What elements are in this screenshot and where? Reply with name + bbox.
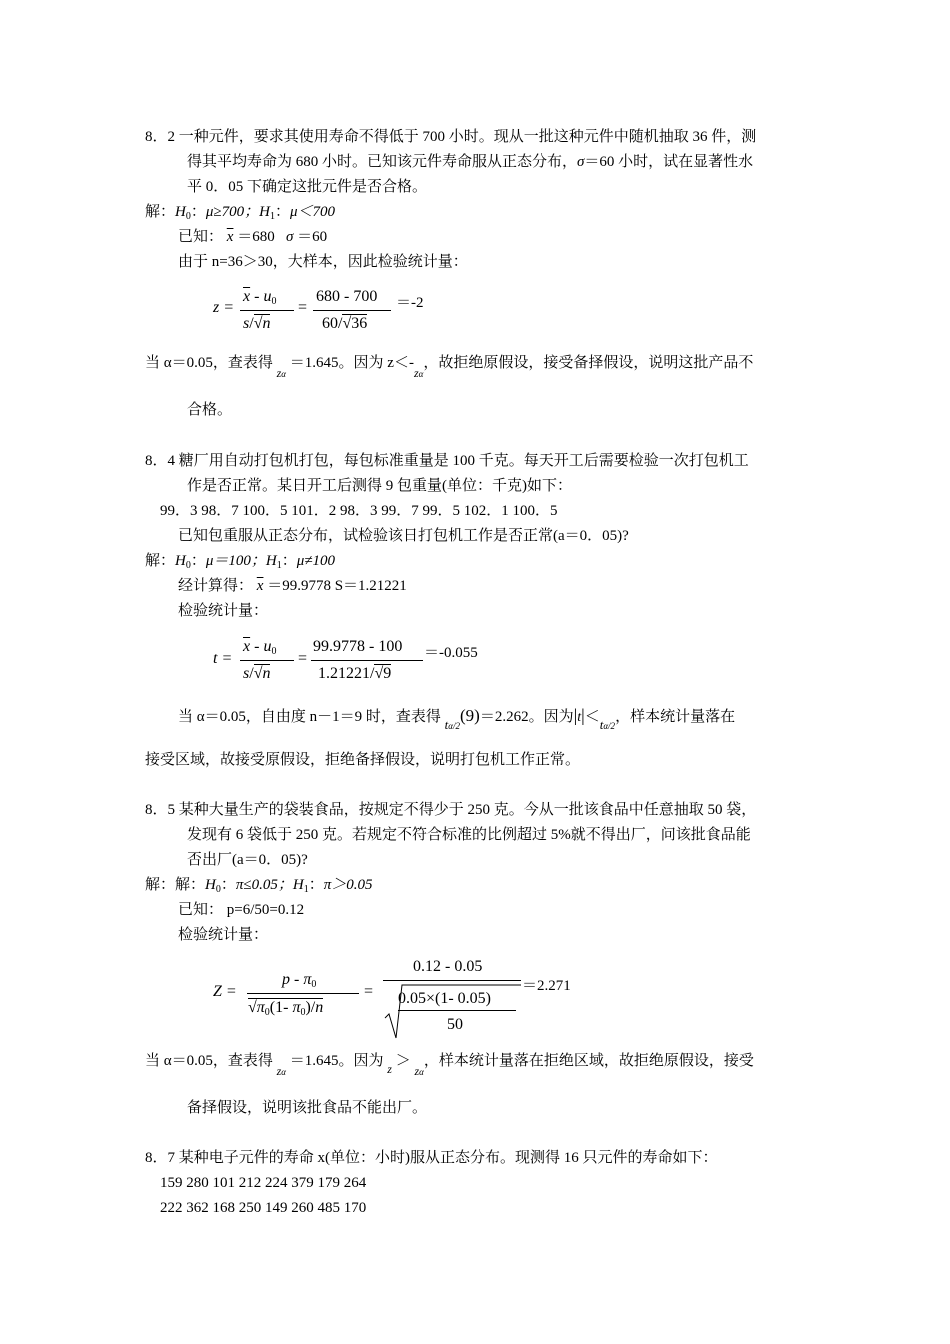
formula-8-2-den-right: 60/√36 [322, 315, 368, 332]
conclusion-text-b: ＝1.645。因为 [289, 1053, 384, 1069]
solution-8-2-large-sample: 由于 n=36＞30，大样本，因此检验统计量： [178, 254, 468, 270]
t-alpha-half-symbol: tα/2 [599, 717, 616, 732]
z-alpha-symbol: zα [413, 366, 424, 380]
equals: = [364, 983, 374, 1000]
solution-8-2-hypotheses: 解：$H_0$：μ≥700；$H_1$：μ＜700 [145, 204, 336, 222]
calc-values: ＝99.9778 S＝1.21221 [267, 578, 407, 594]
formula-8-2-num-left: $\overline{x} - u_0$ [243, 288, 277, 307]
sigma-symbol: σ [577, 154, 585, 170]
z-symbol: z = [213, 299, 235, 316]
equals: = [298, 650, 308, 667]
equals: = [298, 299, 308, 316]
abs-t: |t| [573, 705, 585, 725]
h1-symbol: $H_1$ [292, 877, 309, 895]
h0-symbol: $H_0$ [175, 204, 191, 222]
z-alpha-symbol: zα [414, 1064, 424, 1078]
formula-8-5-inner-den: 50 [447, 1016, 463, 1033]
problem-8-7-line1: 8．7 某种电子元件的寿命 x(单位：小时)服从正态分布。现测得 16 只元件的寿命如下： [145, 1150, 718, 1166]
conclusion-8-2-line2: 合格。 [187, 402, 233, 418]
conclusion-text-b: ＝2.262。因为 [479, 709, 574, 725]
xbar-symbol: $\overline{x}$ [226, 229, 234, 245]
formula-8-4-num-right: 99.9778 - 100 [313, 638, 403, 655]
z-alpha-symbol: zα [276, 1064, 287, 1078]
h1-value: μ＜700 [290, 204, 336, 220]
problem-8-5-line1: 8．5 某种大量生产的袋装食品，按规定不得少于 250 克。今从一批该食品中任意抽取 50 袋， [145, 802, 757, 818]
h1-symbol: $H_1$ [259, 204, 275, 222]
calc-label: 经计算得： [178, 578, 254, 594]
solution-label: 解： [145, 553, 176, 569]
conclusion-8-5-line2: 备择假设，说明该批食品不能出厂。 [187, 1100, 428, 1116]
solution-8-5-stat-label: 检验统计量： [178, 927, 269, 943]
conclusion-text-a: 当 α＝0.05，自由度 n－1＝9 时，查表得 [178, 709, 441, 725]
h1-value: μ≠100 [296, 553, 336, 569]
formula-8-5-num-left: p - $\pi_0$ [282, 971, 317, 990]
solution-label: 解： [145, 204, 176, 220]
problem-8-2-line1: 8．2 一种元件，要求其使用寿命不得低于 700 小时。现从一批这种元件中随机抽取 36 件，测 [145, 129, 757, 145]
problem-8-4-line1: 8．4 糖厂用自动打包机打包，每包标准重量是 100 千克。每天开工后需要检验一次打包机工 [145, 453, 749, 469]
conclusion-8-4-line1: 当 α＝0.05，自由度 n－1＝9 时，查表得 tα/2(9)＝2.262。因为|t|＜tα/2，样本统计量落在 [178, 705, 736, 732]
known-xbar: ＝680 [237, 229, 275, 245]
problem-8-7-row2: 222 362 168 250 149 260 485 170 [160, 1200, 367, 1216]
h1-value: π＞0.05 [323, 877, 373, 893]
z-alpha-symbol: zα [276, 366, 287, 380]
t-alpha-half-symbol: tα/2 [444, 717, 460, 732]
solution-8-4-hypotheses: 解：$H_0$：μ＝100；$H_1$：μ≠100 [145, 553, 336, 571]
df-value: (9) [459, 706, 480, 725]
problem-8-2-line2-text: 得其平均寿命为 680 小时。已知该元件寿命服从正态分布， [187, 154, 578, 170]
known-sigma: ＝60 [297, 229, 328, 245]
formula-8-2-den-left: s/√n [243, 315, 271, 332]
problem-8-4-line3: 已知包重服从正态分布，试检验该日打包机工作是否正常(a＝0．05)? [178, 528, 629, 544]
conclusion-8-2-line1 [145, 351, 754, 380]
formula-8-5-den-left: $√\pi_0(1-$ $\pi_0)/n$ [248, 999, 324, 1018]
conclusion-text-a: 当 α＝0.05，查表得 [145, 1053, 273, 1069]
formula-8-5-result: ＝2.271 [522, 978, 571, 994]
solution-8-5-hypotheses: 解：解：$H_0$：π≤0.05；$H_1$：π＞0.05 [145, 877, 373, 895]
conclusion-8-5-line1: 当 α＝0.05，查表得 $_{z\alpha}$ ＝1.645。因为 $_z$ ＞ $_{z\alpha}$，样本统计量落在拒绝区域，故拒绝原假设，接受 [145, 1053, 754, 1078]
formula-8-4-den-left: s/√n [243, 665, 271, 682]
formula-8-4-result: ＝-0.055 [424, 645, 478, 661]
problem-8-4-line2: 作是否正常。某日开工后测得 9 包重量(单位：千克)如下： [187, 478, 572, 494]
h0-symbol: $H_0$ [175, 553, 191, 571]
formula-8-5-inner-num: 0.05×(1- 0.05) [398, 990, 492, 1007]
problem-8-7-row1: 159 280 101 212 224 379 179 264 [160, 1175, 367, 1191]
conclusion-text-c: ，故拒绝原假设，接受备择假设，说明这批产品不 [423, 355, 754, 371]
known-label: 已知： [178, 229, 224, 245]
conclusion-8-4-line2: 接受区域，故接受原假设，拒绝备择假设，说明打包机工作正常。 [145, 752, 581, 768]
solution-label: 解：解： [145, 877, 206, 893]
formula-8-4-num-left: $\overline{x} - u_0$ [243, 638, 277, 657]
conclusion-text-c: ，样本统计量落在 [615, 709, 736, 725]
h0-value: μ＝100； [205, 553, 266, 569]
h0-value: μ≥700； [205, 204, 260, 220]
problem-8-5-line3: 否出厂(a＝0．05)? [187, 852, 308, 868]
Z-symbol: Z = [213, 983, 237, 1000]
z-symbol: z [387, 1062, 392, 1076]
sigma-symbol: σ [285, 229, 294, 245]
problem-8-2-line3: 平 0．05 下确定这批元件是否合格。 [187, 179, 428, 195]
formula-8-4-den-right: 1.21221/√9 [318, 665, 392, 682]
h1-symbol: $H_1$ [265, 553, 282, 571]
t-symbol: t = [213, 650, 233, 667]
formula-8-2-num-right: 680 - 700 [316, 288, 378, 305]
problem-8-2-line2 [187, 150, 753, 174]
conclusion-text-b: ＝1.645。因为 z＜- [289, 355, 414, 371]
problem-8-5-line2: 发现有 6 袋低于 250 克。若规定不符合标准的比例超过 5%就不得出厂，问该批食品能 [187, 827, 751, 843]
solution-8-2-known [178, 225, 327, 249]
h0-symbol: $H_0$ [205, 877, 221, 895]
formula-8-2-result: ＝-2 [396, 295, 424, 311]
formula-8-5-num-right: 0.12 - 0.05 [413, 958, 483, 975]
conclusion-text-c: ，样本统计量落在拒绝区域，故拒绝原假设，接受 [423, 1053, 754, 1069]
xbar-symbol: $\overline{x}$ [256, 578, 264, 594]
h0-value: π≤0.05； [235, 877, 293, 893]
solution-8-4-calc [178, 574, 407, 598]
problem-8-4-data: 99．3 98．7 100．5 101．2 98．3 99．7 99．5 102．1 100．5 [160, 503, 558, 519]
solution-8-4-stat-label: 检验统计量： [178, 603, 269, 619]
problem-8-2-line2-tail: ＝60 小时，试在显著性水 [584, 154, 754, 170]
conclusion-text-a: 当 α＝0.05，查表得 [145, 355, 273, 371]
solution-8-5-known: 已知： p=6/50=0.12 [178, 902, 305, 918]
